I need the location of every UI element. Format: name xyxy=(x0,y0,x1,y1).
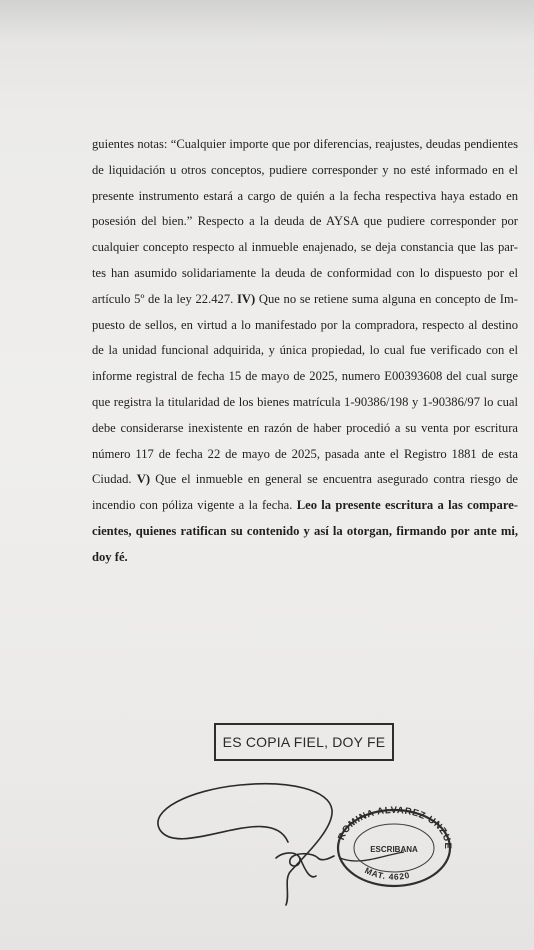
text-run: que registra la titularidad de los bienes matrícula 1-90386/198 y 1-90386/97 lo cual xyxy=(92,394,518,409)
copia-fiel-stamp-text: ES COPIA FIEL, DOY FE xyxy=(222,734,386,750)
text-line xyxy=(92,184,518,210)
text-line xyxy=(92,158,518,184)
text-run: de la unidad funcional adquirida, y única propiedad, lo cual fue verificado con el xyxy=(92,343,518,358)
bold-text: Leo la presente escritura a las compare- xyxy=(296,498,518,513)
text-line xyxy=(92,519,518,545)
seal-role-text: ESCRIBANA xyxy=(370,845,418,854)
text-run: informe registral de fecha 15 de mayo de 2025, numero E00393608 del cual surge xyxy=(92,369,518,384)
text-line xyxy=(92,235,518,261)
text-line xyxy=(92,261,518,287)
text-line xyxy=(92,467,518,493)
text-run: tes han asumido solidariamente la deuda de conformidad con lo dispuesto por el xyxy=(92,265,518,280)
bold-text: cientes, quienes ratifican su contenido y así la otorgan, firmando por ante mi, xyxy=(92,523,518,538)
text-run: artículo 5º de la ley 22.427. xyxy=(92,291,237,306)
text-run: posesión del bien.” Respecto a la deuda de AYSA que pudiere corresponder por xyxy=(92,214,518,229)
text-run: guientes notas: “Cualquier importe que por diferencias, reajustes, deudas pendientes xyxy=(92,137,518,151)
text-line xyxy=(92,364,518,390)
text-run: cualquier concepto respecto al inmueble enajenado, se deja constancia que las par- xyxy=(92,240,518,255)
copia-fiel-stamp xyxy=(214,723,394,761)
text-line xyxy=(92,390,518,416)
document-body xyxy=(92,132,518,571)
text-run: puesto de sellos, en virtud a lo manifestado por la compradora, respecto al destino xyxy=(92,317,518,332)
text-line xyxy=(92,287,518,313)
text-line xyxy=(92,338,518,364)
text-line xyxy=(92,416,518,442)
text-run: Que el inmueble en general se encuentra asegurado contra riesgo de xyxy=(150,472,519,487)
text-line xyxy=(92,313,518,339)
text-line xyxy=(92,442,518,468)
text-run: incendio con póliza vigente a la fecha. xyxy=(92,498,297,513)
notary-seal xyxy=(336,805,453,886)
text-run: debe considerarse inexistente en razón de haber procedió a su venta por escritura xyxy=(92,420,518,435)
text-line xyxy=(92,132,518,158)
text-line xyxy=(92,493,518,519)
bold-text: doy fé. xyxy=(92,549,128,564)
text-line xyxy=(92,545,518,571)
bold-text: V) xyxy=(136,472,151,487)
text-run: de liquidación u otros conceptos, pudiere corresponder y no esté informado en el xyxy=(92,162,518,177)
svg-text:MAT. 4620 xyxy=(363,865,411,882)
text-run: Que no se retiene suma alguna en concepto de Im- xyxy=(255,291,518,306)
seal-name-text: ROMINA ALVAREZ UNZUE xyxy=(336,804,454,850)
svg-text:ROMINA ALVAREZ UNZUE xyxy=(336,805,453,849)
text-run: presente instrumento estará a cargo de quién a la fecha respectiva haya estado en xyxy=(92,188,518,203)
bold-text: IV) xyxy=(236,291,256,306)
text-line xyxy=(92,209,518,235)
seal-mat-text: MAT. 4620 xyxy=(363,865,411,882)
text-run: número 117 de fecha 22 de mayo de 2025, pasada ante el Registro 1881 de esta xyxy=(92,446,518,461)
text-run: Ciudad. xyxy=(92,472,137,487)
handwritten-signature xyxy=(158,784,334,905)
